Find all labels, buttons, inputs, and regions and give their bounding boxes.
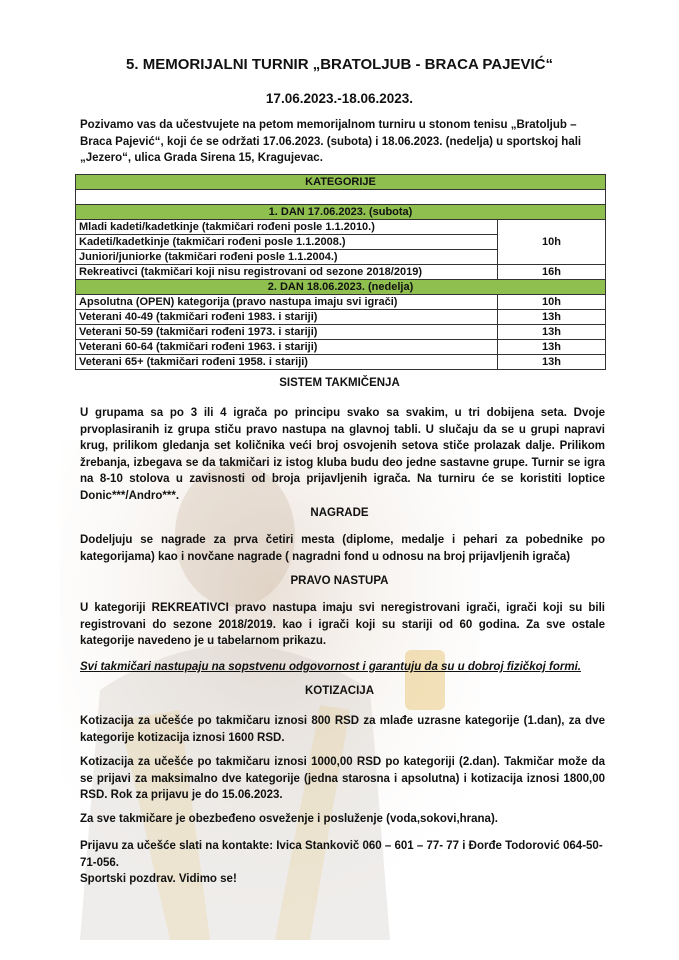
intro-paragraph [80, 117, 605, 167]
kotizacija-paragraph-2: Kotizacija za učešće po takmičaru iznosi 1000,00 RSD po kategoriji (2.dan). Takmičar može da se prijavi za maksimalno dve kategorije (jedna starosna i apsolutna) i kotizacija iznosi 1800,00 RSD. Rok za prijavu je do 15.06.2023. [80, 756, 605, 802]
section-heading-nagrade: NAGRADE [310, 507, 369, 519]
nagrade-paragraph: Dodeljuju se nagrade za prva četiri mesta (diplome, medalje i pehari za pobednike po kategorijama) kao i novčane nagrade ( nagradni fond u odnosu na broj prijavljenih igrača) [80, 534, 605, 563]
pravo-category-highlight: REKREATIVCI [151, 602, 229, 614]
table-spacer [76, 190, 606, 205]
category-time: 13h [498, 325, 606, 340]
category-time: 10h [498, 220, 606, 265]
section-heading-pravo: PRAVO NASTUPA [290, 575, 389, 587]
categories-table [75, 174, 606, 370]
category-time: 16h [498, 265, 606, 280]
table-header: KATEGORIJE [76, 175, 606, 190]
section-heading-kotizacija: KOTIZACIJA [305, 685, 374, 697]
pravo-paragraph [80, 600, 605, 650]
event-dates: 17.06.2023.-18.06.2023. [265, 91, 414, 106]
section-heading-sistem: SISTEM TAKMIČENJA [279, 377, 400, 389]
page-title: 5. MEMORIJALNI TURNIR „BRATOLJUB - BRACA PAJEVIĆ“ [126, 56, 553, 73]
sistem-paragraph: U grupama sa po 3 ili 4 igrača po principu svako sa svakim, u tri dobijena seta. Dvoje prvoplasiranih iz grupa stiču pravo nastupa na glavnoj tabli. U slučaju da se u grupi napravi krug, prilikom gledanja set količnika veći broj osvojenih setova stiče prolazak dalje. Prilikom žrebanja, izbegava se da takmičari iz istog kluba budu deo jedne sastavne grupe. Turnir se igra na 8-10 stolova u zavisnosti od broja prijavljenih igrača. Na turniru će se koristiti loptice Donic***/Andro***. [80, 407, 605, 502]
responsibility-note: Svi takmičari nastupaju na sopstvenu odgovornost i garantuju da su u dobroj fizičkoj formi. [80, 661, 581, 673]
intro-line: „Jezero“, ulica Grada Sirena 15, Kragujevac. [80, 152, 323, 165]
category-time: 10h [498, 295, 606, 310]
contact-paragraph: Prijavu za učešće slati na kontakte: Ivica Stankovič 060 – 601 – 77- 77 i Đorđe Todorović 064-50-71-056. [80, 840, 603, 869]
category-name: Apsolutna (OPEN) kategorija (pravo nastupa imaju svi igrači) [76, 295, 498, 310]
category-name: Juniori/juniorke (takmičari rođeni posle 1.1.2004.) [76, 250, 498, 265]
table-row [76, 325, 606, 340]
pravo-text-pre: U kategoriji [80, 602, 152, 614]
intro-line: Pozivamo vas da učestvujete na petom memorijalnom turniru u stonom tenisu „Bratoljub – [80, 119, 577, 131]
table-row [76, 310, 606, 325]
category-name: Veterani 60-64 (takmičari rođeni 1963. i stariji) [76, 340, 498, 355]
category-name: Veterani 50-59 (takmičari rođeni 1973. i stariji) [76, 325, 498, 340]
category-name: Veterani 65+ (takmičari rođeni 1958. i stariji) [76, 355, 498, 370]
category-name: Rekreativci (takmičari koji nisu registrovani od sezone 2018/2019) [76, 265, 498, 280]
table-row [76, 295, 606, 310]
table-row [76, 220, 606, 235]
category-name: Kadeti/kadetkinje (takmičari rođeni posle 1.1.2008.) [76, 235, 498, 250]
table-row [76, 340, 606, 355]
category-time: 13h [498, 355, 606, 370]
intro-line: Braca Pajević“, koji će se održati 17.06.2023. (subota) i 18.06.2023. (nedelja) u sportskoj hali [80, 135, 582, 148]
pravo-text-post: pravo nastupa imaju svi neregistrovani igrači, igrači koji su bili registrovani do sezone 2018/2019. kao i igrači koji su stariji od 60 godina. Za sve ostale kategorije navedeno je u tabelarnom prikazu. [80, 602, 606, 648]
kotizacija-paragraph-1: Kotizacija za učešće po takmičaru iznosi 800 RSD za mlađe uzrasne kategorije (1.dan), za dve kategorije kotizacija iznosi 1600 RSD. [80, 715, 605, 744]
table-row [76, 265, 606, 280]
closing-line: Sportski pozdrav. Vidimo se! [80, 873, 237, 885]
category-time: 13h [498, 310, 606, 325]
refreshments-paragraph: Za sve takmičare je obezbeđeno osveženje i posluženje (voda,sokovi,hrana). [80, 813, 498, 825]
table-row [76, 355, 606, 370]
category-time: 13h [498, 340, 606, 355]
category-name: Mladi kadeti/kadetkinje (takmičari rođeni posle 1.1.2010.) [76, 220, 498, 235]
day2-label: 2. DAN 18.06.2023. (nedelja) [76, 280, 606, 295]
day1-label: 1. DAN 17.06.2023. (subota) [76, 205, 606, 220]
category-name: Veterani 40-49 (takmičari rođeni 1983. i stariji) [76, 310, 498, 325]
